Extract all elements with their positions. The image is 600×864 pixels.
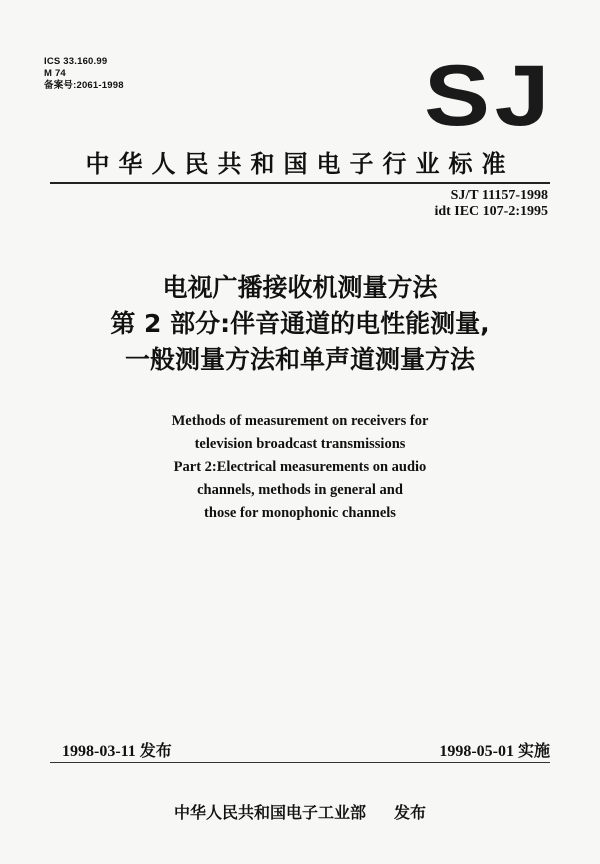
- class-code: M 74: [44, 68, 66, 79]
- effective-date: 1998-05-01 实施: [439, 743, 550, 760]
- standard-number: SJ/T 11157-1998: [450, 188, 548, 203]
- issue-date: 1998-03-11 发布: [62, 743, 172, 760]
- english-title-line: Part 2:Electrical measurements on audio: [173, 459, 427, 475]
- issuer-action: 发布: [394, 803, 427, 822]
- chinese-title: [0, 270, 600, 378]
- header-divider: [50, 182, 550, 184]
- ics-code: ICS 33.160.99: [44, 56, 108, 67]
- issuer-name: 中华人民共和国电子工业部: [173, 803, 366, 822]
- chinese-title-line: 一般测量方法和单声道测量方法: [124, 345, 475, 374]
- sj-logo: [404, 48, 554, 144]
- chinese-title-line: 第 2 部分:伴音通道的电性能测量,: [110, 309, 490, 338]
- standard-numbers: [434, 188, 548, 220]
- record-number: 备案号:2061-1998: [44, 80, 124, 91]
- issuing-authority: [0, 800, 600, 823]
- footer-divider: [50, 762, 550, 763]
- english-title-line: channels, methods in general and: [197, 482, 403, 498]
- chinese-title-line: 电视广播接收机测量方法: [162, 273, 438, 302]
- english-title-line: Methods of measurement on receivers for: [171, 413, 429, 429]
- standard-category-title: 中华人民共和国电子行业标准: [85, 150, 515, 178]
- english-title: [0, 410, 600, 525]
- sj-logo-text: SJ: [423, 48, 554, 144]
- iec-equivalent: idt IEC 107-2:1995: [434, 204, 548, 219]
- english-title-line: those for monophonic channels: [204, 505, 396, 521]
- english-title-line: television broadcast transmissions: [194, 436, 406, 452]
- classification-block: [44, 56, 124, 92]
